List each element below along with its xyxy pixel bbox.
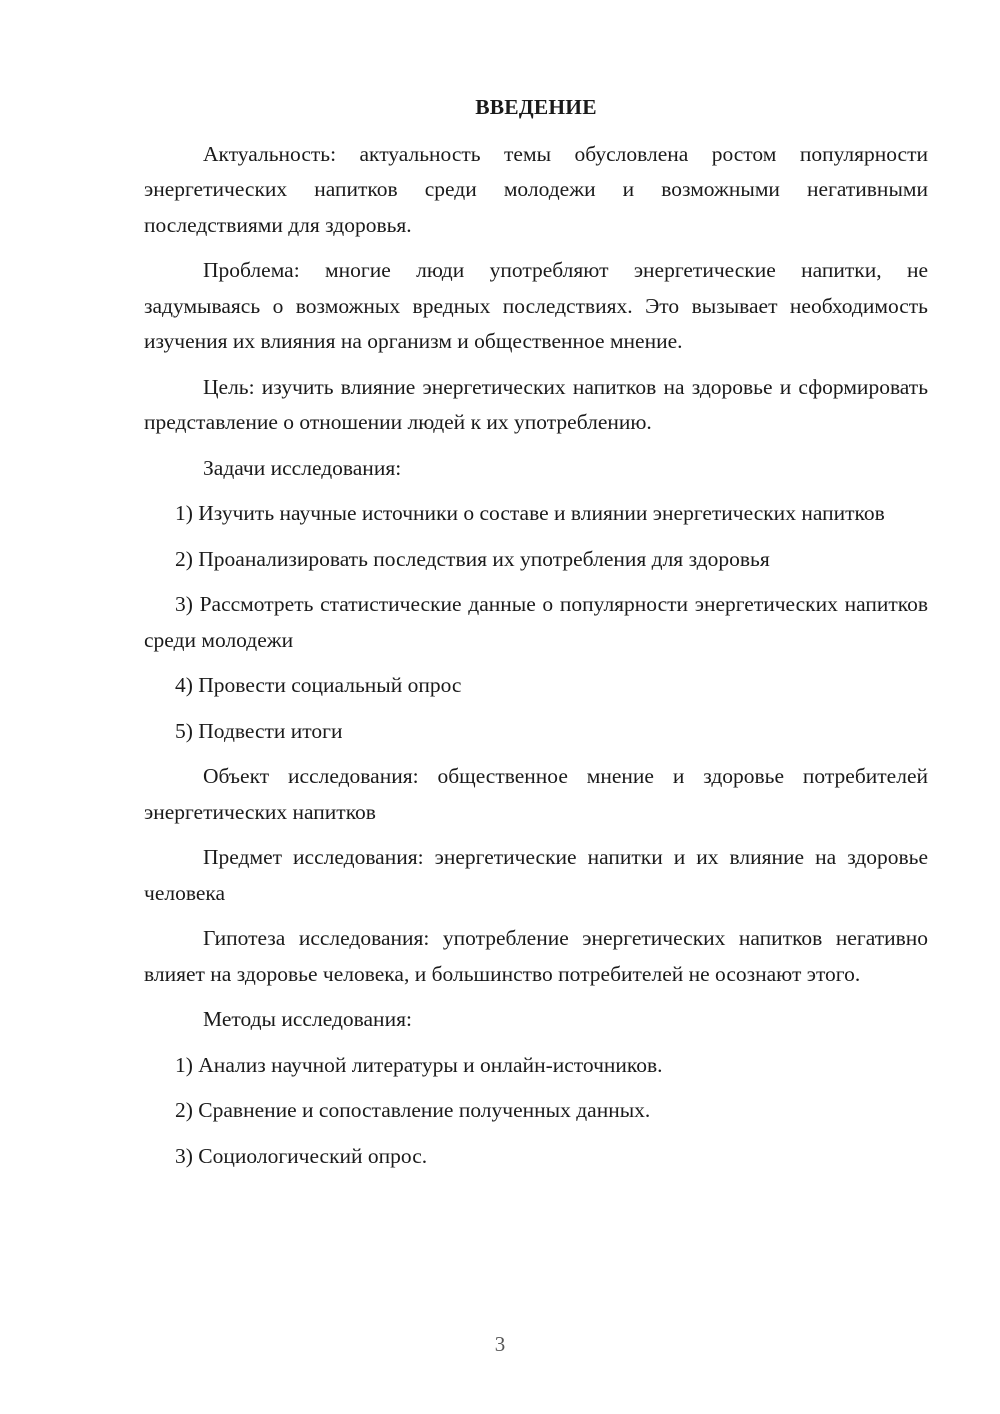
task-item: 5) Подвести итоги — [175, 718, 343, 743]
page-title: ВВЕДЕНИЕ — [475, 95, 597, 119]
task-item: 1) Изучить научные источники о составе и влиянии энергетических напитков — [175, 501, 885, 525]
method-item: 1) Анализ научной литературы и онлайн-источников. — [175, 1052, 663, 1077]
task-item: 2) Проанализировать последствия их употребления для здоровья — [175, 546, 770, 571]
page-number: 3 — [494, 1332, 506, 1356]
subject-paragraph: Предмет исследования: энергетические напитки и их влияние на здоровье человека — [144, 845, 928, 905]
method-item: 3) Социологический опрос. — [175, 1143, 428, 1168]
relevance-paragraph: Актуальность: актуальность темы обусловлена ростом популярности энергетических напитков среди молодежи и возможными негативными последствиями для здоровья. — [144, 141, 928, 237]
problem-paragraph: Проблема: многие люди употребляют энергетические напитки, не задумываясь о возможных вредных последствиях. Это вызывает необходимость изучения их влияния на организм и общественное мнение. — [144, 258, 928, 353]
tasks-heading: Задачи исследования: — [203, 455, 402, 480]
goal-paragraph: Цель: изучить влияние энергетических напитков на здоровье и сформировать представление о отношении людей к их употреблению. — [144, 374, 928, 434]
method-item: 2) Сравнение и сопоставление полученных данных. — [175, 1098, 651, 1122]
task-item: 3) Рассмотреть статистические данные о популярности энергетических напитков среди молодежи — [144, 592, 928, 652]
methods-heading: Методы исследования: — [203, 1007, 412, 1031]
document-body — [144, 90, 928, 1184]
object-paragraph: Объект исследования: общественное мнение и здоровье потребителей энергетических напитков — [144, 764, 928, 824]
task-item: 4) Провести социальный опрос — [175, 673, 462, 697]
hypothesis-paragraph: Гипотеза исследования: употребление энергетических напитков негативно влияет на здоровье человека, и большинство потребителей не осознают этого. — [144, 926, 928, 986]
